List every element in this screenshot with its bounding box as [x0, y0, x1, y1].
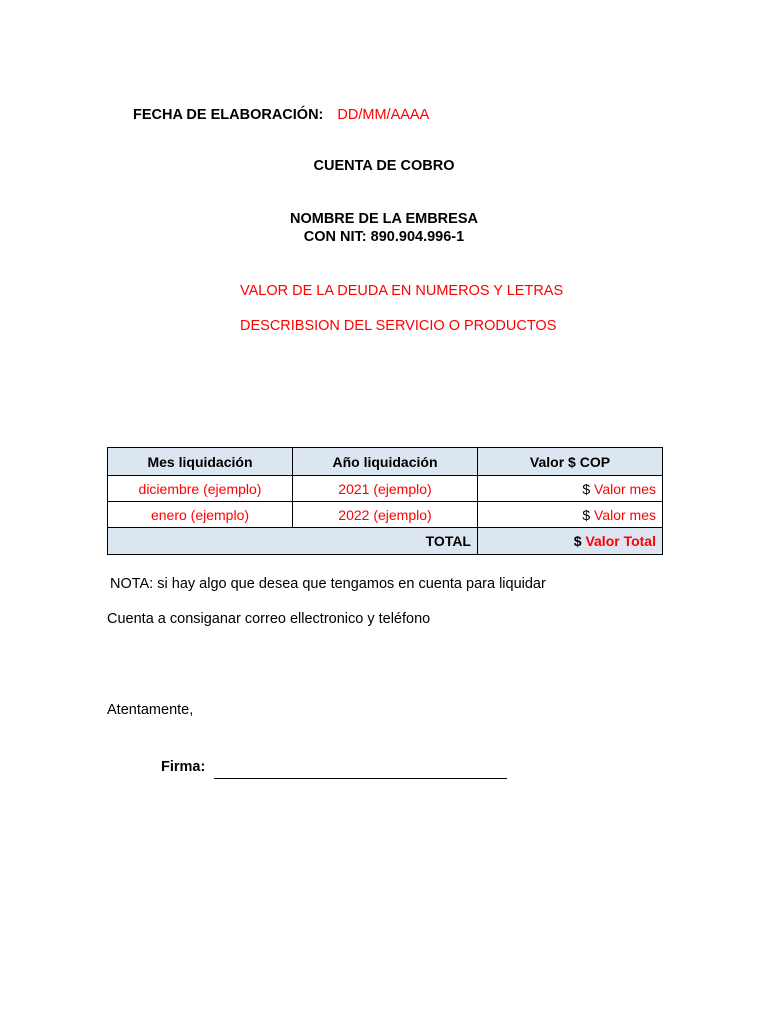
cell-valor-text: Valor mes: [594, 480, 656, 497]
cell-anio: 2021 (ejemplo): [293, 476, 478, 502]
fecha-value: DD/MM/AAAA: [337, 107, 430, 123]
cell-anio: 2022 (ejemplo): [293, 502, 478, 528]
empresa-name: NOMBRE DE LA EMBRESA: [290, 211, 478, 227]
cell-mes: enero (ejemplo): [108, 502, 293, 528]
total-label: TOTAL: [108, 528, 478, 555]
table-row: [108, 476, 663, 502]
deuda-placeholder: VALOR DE LA DEUDA EN NUMEROS Y LETRAS: [240, 283, 564, 299]
table-row: [108, 502, 663, 528]
closing-text: Atentamente,: [107, 702, 194, 718]
table-total-row: [108, 528, 663, 555]
fecha-elaboracion-row: [133, 107, 429, 123]
total-value: Valor Total: [585, 533, 656, 549]
cell-currency: $: [582, 506, 591, 523]
fecha-label: FECHA DE ELABORACIÓN:: [133, 107, 324, 123]
cell-mes: diciembre (ejemplo): [108, 476, 293, 502]
header-valor: Valor $ COP: [478, 448, 663, 476]
total-currency: $: [573, 533, 582, 549]
total-value-cell: [478, 528, 663, 555]
cell-valor: [478, 476, 663, 502]
liquidacion-table: [107, 447, 663, 555]
servicio-placeholder: DESCRIBSION DEL SERVICIO O PRODUCTOS: [240, 318, 557, 334]
cuenta-consignar-text: Cuenta a consiganar correo ellectronico y teléfono: [107, 611, 431, 627]
header-mes: Mes liquidación: [108, 448, 293, 476]
cell-valor-text: Valor mes: [594, 506, 656, 523]
cell-valor: [478, 502, 663, 528]
empresa-nit: CON NIT: 890.904.996-1: [303, 229, 465, 245]
nota-text: NOTA: si hay algo que desea que tengamos en cuenta para liquidar: [110, 576, 546, 592]
header-anio: Año liquidación: [293, 448, 478, 476]
firma-label: Firma:: [161, 759, 206, 775]
signature-line: [214, 778, 507, 779]
cell-currency: $: [582, 480, 591, 497]
document-title: CUENTA DE COBRO: [313, 158, 455, 174]
table-header-row: [108, 448, 663, 476]
